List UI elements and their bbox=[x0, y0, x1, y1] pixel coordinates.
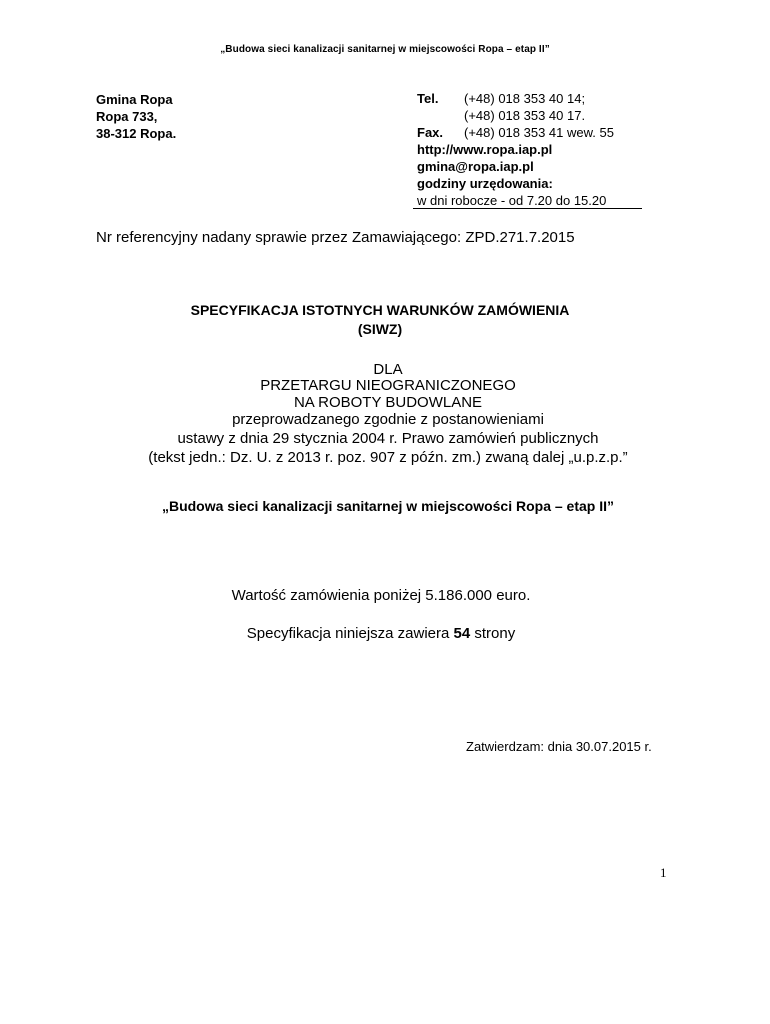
fax-row bbox=[417, 124, 614, 141]
procedure-line-5: ustawy z dnia 29 stycznia 2004 r. Prawo zamówień publicznych bbox=[177, 430, 599, 447]
tel-number-1: (+48) 018 353 40 14; bbox=[464, 91, 586, 106]
reference-number: Nr referencyjny nadany sprawie przez Zamawiającego: ZPD.271.7.2015 bbox=[96, 229, 575, 246]
page-count: 54 bbox=[453, 625, 471, 642]
page-count-suffix: strony bbox=[470, 625, 516, 642]
page-count-statement bbox=[0, 625, 762, 642]
tel-label: Tel. bbox=[417, 91, 439, 106]
procedure-line-6: (tekst jedn.: Dz. U. z 2013 r. poz. 907 z późn. zm.) zwaną dalej „u.p.z.p.” bbox=[148, 449, 628, 466]
office-hours: w dni robocze - od 7.20 do 15.20 bbox=[417, 193, 607, 208]
procedure-line-1: DLA bbox=[373, 361, 403, 378]
page-number: 1 bbox=[660, 865, 667, 880]
project-name: „Budowa sieci kanalizacji sanitarnej w miejscowości Ropa – etap II” bbox=[161, 498, 615, 514]
procedure-line-2: PRZETARGU NIEOGRANICZONEGO bbox=[260, 377, 516, 394]
tel-number-2: (+48) 018 353 40 17. bbox=[464, 108, 586, 123]
contact-underline bbox=[413, 208, 642, 209]
procedure-line-4: przeprowadzanego zgodnie z postanowieniami bbox=[232, 411, 544, 428]
fax-label: Fax. bbox=[417, 125, 444, 140]
sender-street: Ropa 733, bbox=[96, 109, 158, 124]
running-header: „Budowa sieci kanalizacji sanitarnej w miejscowości Ropa – etap II” bbox=[220, 44, 550, 55]
sender-address bbox=[96, 91, 176, 142]
office-hours-label: godziny urzędowania: bbox=[417, 176, 553, 191]
tel-row-2 bbox=[417, 107, 614, 124]
document-title: SPECYFIKACJA ISTOTNYCH WARUNKÓW ZAMÓWIENIA bbox=[190, 302, 570, 318]
sender-postal: 38-312 Ropa. bbox=[96, 126, 177, 141]
page-count-prefix: Specyfikacja niniejsza zawiera bbox=[246, 625, 454, 642]
approval-date: Zatwierdzam: dnia 30.07.2015 r. bbox=[466, 739, 652, 754]
contact-block bbox=[417, 90, 614, 209]
website-link: http://www.ropa.iap.pl bbox=[417, 142, 553, 157]
fax-number: (+48) 018 353 41 wew. 55 bbox=[464, 125, 614, 140]
document-title-abbr: (SIWZ) bbox=[357, 321, 403, 337]
tel-row bbox=[417, 90, 614, 107]
contract-value: Wartość zamówienia poniżej 5.186.000 euro. bbox=[231, 587, 531, 604]
email-address: gmina@ropa.iap.pl bbox=[417, 159, 534, 174]
sender-name: Gmina Ropa bbox=[96, 92, 173, 107]
procedure-line-3: NA ROBOTY BUDOWLANE bbox=[293, 394, 483, 411]
